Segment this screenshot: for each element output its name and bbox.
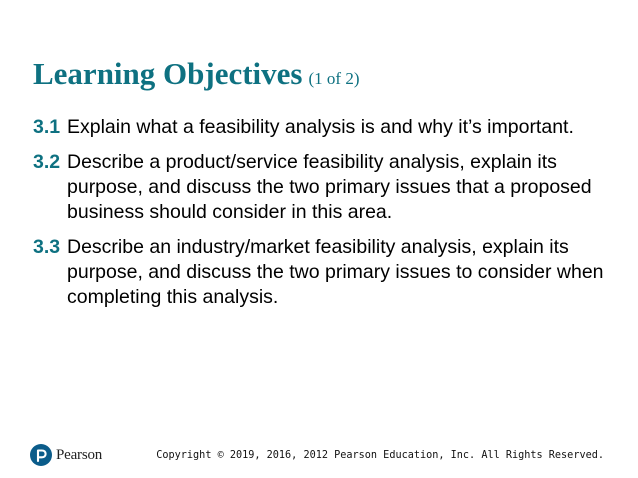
objective-text: Describe a product/service feasibility analysis, explain its purpose, and discuss the two primary issues that a proposed business should consider in this area. <box>67 151 592 223</box>
slide-title-text: Learning Objectives <box>33 56 303 91</box>
objective-item <box>33 150 613 225</box>
objective-number: 3.2 <box>33 151 61 173</box>
pearson-logo-text: Pearson <box>56 446 103 463</box>
copyright-notice: Copyright © 2019, 2016, 2012 Pearson Education, Inc. All Rights Reserved. <box>156 450 604 461</box>
objective-number: 3.3 <box>33 236 61 258</box>
objective-text: Explain what a feasibility analysis is and why it’s important. <box>67 116 574 138</box>
objective-text: Describe an industry/market feasibility analysis, explain its purpose, and discuss the two primary issues to consider when completing this analysis. <box>67 236 604 308</box>
pearson-logo <box>30 444 102 466</box>
learning-objectives-list <box>33 115 613 320</box>
objective-number: 3.1 <box>33 116 61 138</box>
slide-title <box>33 54 359 99</box>
slide-title-suffix: (1 of 2) <box>308 69 360 88</box>
objective-item <box>33 235 613 310</box>
pearson-p-icon <box>30 444 52 466</box>
objective-item <box>33 115 613 140</box>
